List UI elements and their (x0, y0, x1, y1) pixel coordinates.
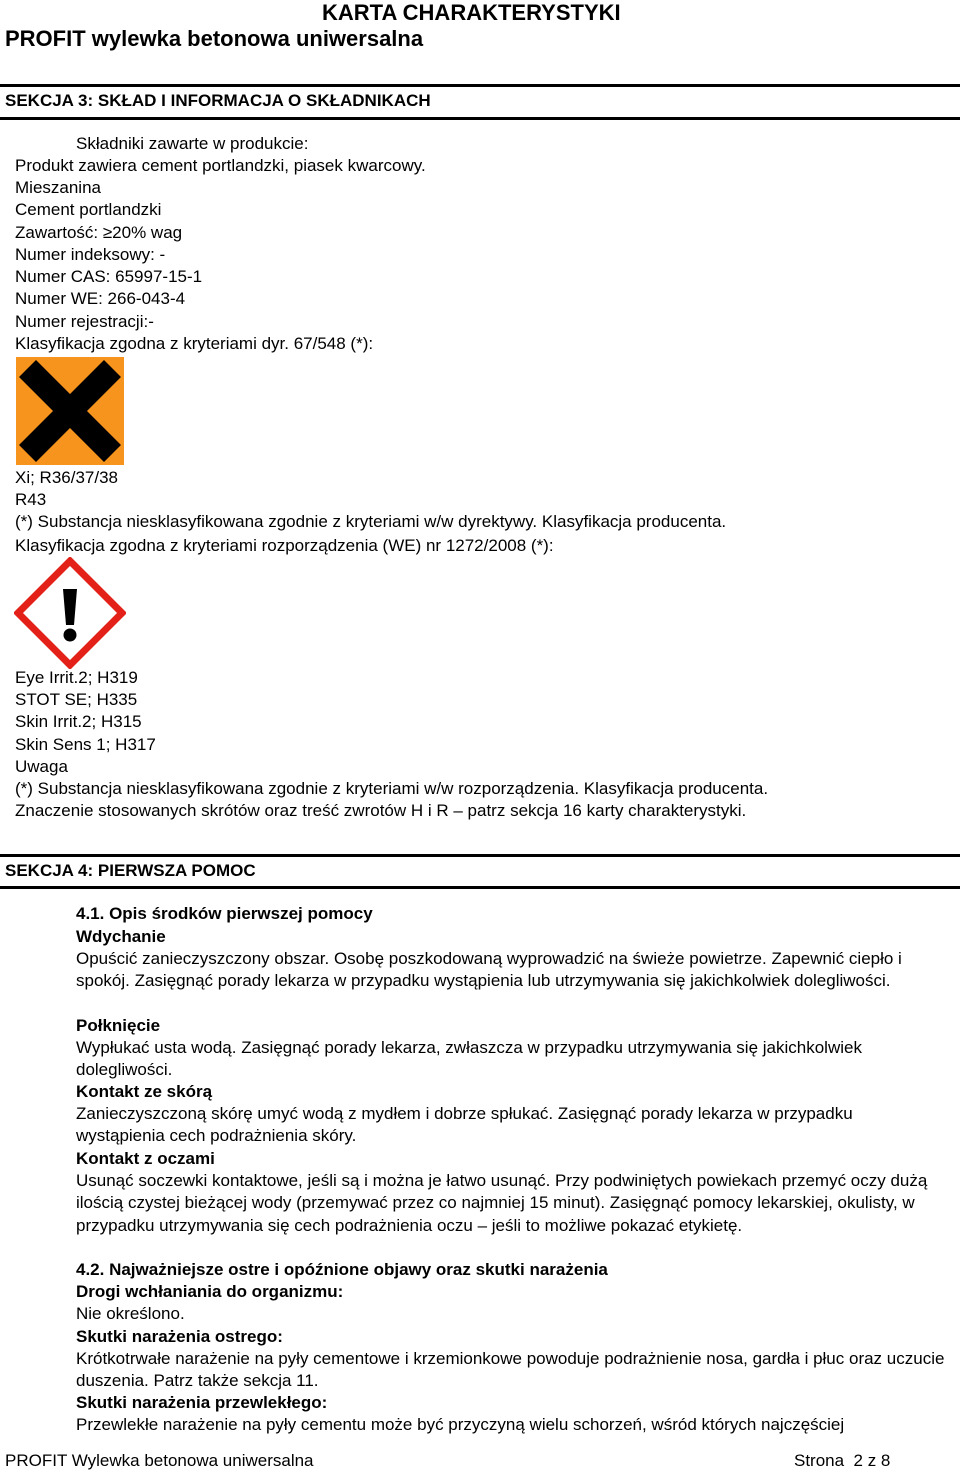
dsd-classification-line: Xi; R36/37/38 (15, 468, 119, 487)
exposure-routes-text: Nie określono. (76, 1304, 185, 1323)
clp-classification-line: Eye Irrit.2; H319 (15, 668, 138, 687)
skin-contact-text: Zanieczyszczoną skórę umyć wodą z mydłem i dobrze spłukać. Zasięgnąć porady lekarza w przypadku wystąpienia cech podrażnienia skóry. (76, 1104, 853, 1146)
eye-contact-heading: Kontakt z oczami (76, 1149, 215, 1168)
section-divider (0, 84, 960, 87)
exposure-routes-heading: Drogi wchłaniania do organizmu: (76, 1282, 344, 1301)
dsd-note: (*) Substancja niesklasyfikowana zgodnie z kryteriami w/w dyrektywy. Klasyfikacja producenta. (15, 512, 727, 531)
clp-classification-line: STOT SE; H335 (15, 690, 138, 709)
subsection-title: 4.1. Opis środków pierwszej pomocy (76, 904, 373, 923)
clp-classification-line: Skin Irrit.2; H315 (15, 712, 142, 731)
section-divider (0, 886, 960, 889)
section-4-title: SEKCJA 4: PIERWSZA POMOC (5, 861, 256, 880)
section-divider (0, 854, 960, 857)
ghs-exclamation-pictogram-icon (14, 557, 126, 669)
document-type-title: KARTA CHARAKTERYSTYKI (322, 0, 621, 25)
composition-line: Cement portlandzki (15, 200, 162, 219)
composition-line: Numer indeksowy: - (15, 245, 166, 264)
acute-effects-heading: Skutki narażenia ostrego: (76, 1327, 283, 1346)
composition-line: Numer rejestracji:- (15, 312, 154, 331)
dsd-classification-line: R43 (15, 490, 47, 509)
clp-classification-label: Klasyfikacja zgodna z kryteriami rozporządzenia (WE) nr 1272/2008 (*): (15, 536, 554, 555)
inhalation-heading: Wdychanie (76, 927, 166, 946)
composition-line: Numer WE: 266-043-4 (15, 289, 186, 308)
clp-note: (*) Substancja niesklasyfikowana zgodnie z kryteriami w/w rozporządzenia. Klasyfikacja producenta. (15, 779, 769, 798)
xi-irritant-pictogram-icon (16, 357, 124, 465)
signal-word: Uwaga (15, 757, 68, 776)
acute-effects-text: Krótkotrwałe narażenie na pyły cementowe i krzemionkowe powoduje podrażnienie nosa, gardła i płuc oraz uczucie duszenia. Patrz także sekcja 11. (76, 1349, 945, 1391)
clp-classification-line: Skin Sens 1; H317 (15, 735, 156, 754)
composition-line: Klasyfikacja zgodna z kryteriami dyr. 67/548 (*): (15, 334, 374, 353)
subsection-title: 4.2. Najważniejsze ostre i opóźnione objawy oraz skutki narażenia (76, 1260, 608, 1279)
composition-line: Produkt zawiera cement portlandzki, piasek kwarcowy. (15, 156, 426, 175)
composition-line: Numer CAS: 65997-15-1 (15, 267, 203, 286)
composition-line: Zawartość: ≥20% wag (15, 223, 183, 242)
ingestion-text: Wypłukać usta wodą. Zasięgnąć porady lekarza, zwłaszcza w przypadku utrzymywania się jakichkolwiek dolegliwości. (76, 1038, 862, 1080)
chronic-effects-heading: Skutki narażenia przewlekłego: (76, 1393, 328, 1412)
section-3-title: SEKCJA 3: SKŁAD I INFORMACJA O SKŁADNIKACH (5, 91, 431, 110)
inhalation-text: Opuścić zanieczyszczony obszar. Osobę poszkodowaną wyprowadzić na świeże powietrze. Zapewnić ciepło i spokój. Zasięgnąć porady lekarza w przypadku wystąpienia lub utrzymywania się jakichkolwiek dolegliwości. (76, 949, 902, 991)
composition-line: Mieszanina (15, 178, 101, 197)
ingredients-label: Składniki zawarte w produkcie: (76, 134, 309, 153)
ingestion-heading: Połknięcie (76, 1016, 161, 1035)
footer-product-name: PROFIT Wylewka betonowa uniwersalna (5, 1451, 314, 1470)
skin-contact-heading: Kontakt ze skórą (76, 1082, 213, 1101)
chronic-effects-text: Przewlekłe narażenie na pyły cementu może być przyczyną wielu schorzeń, wśród których najczęściej (76, 1415, 845, 1434)
eye-contact-text: Usunąć soczewki kontaktowe, jeśli są i można je łatwo usunąć. Przy podwiniętych powiekach przemyć oczy dużą ilością czystej bieżącej wody (przemywać przez co najmniej 15 minut). Zasięgnąć pomocy lekarskiej, okulisty, w przypadku utrzymywania się cech podrażnienia oczu – jeśli to możliwe pokazać etykietę. (76, 1171, 928, 1235)
abbreviations-note: Znaczenie stosowanych skrótów oraz treść zwrotów H i R – patrz sekcja 16 karty charakterystyki. (15, 801, 747, 820)
product-title: PROFIT wylewka betonowa uniwersalna (5, 26, 424, 51)
section-divider (0, 117, 960, 120)
page-number: Strona 2 z 8 (794, 1451, 891, 1470)
